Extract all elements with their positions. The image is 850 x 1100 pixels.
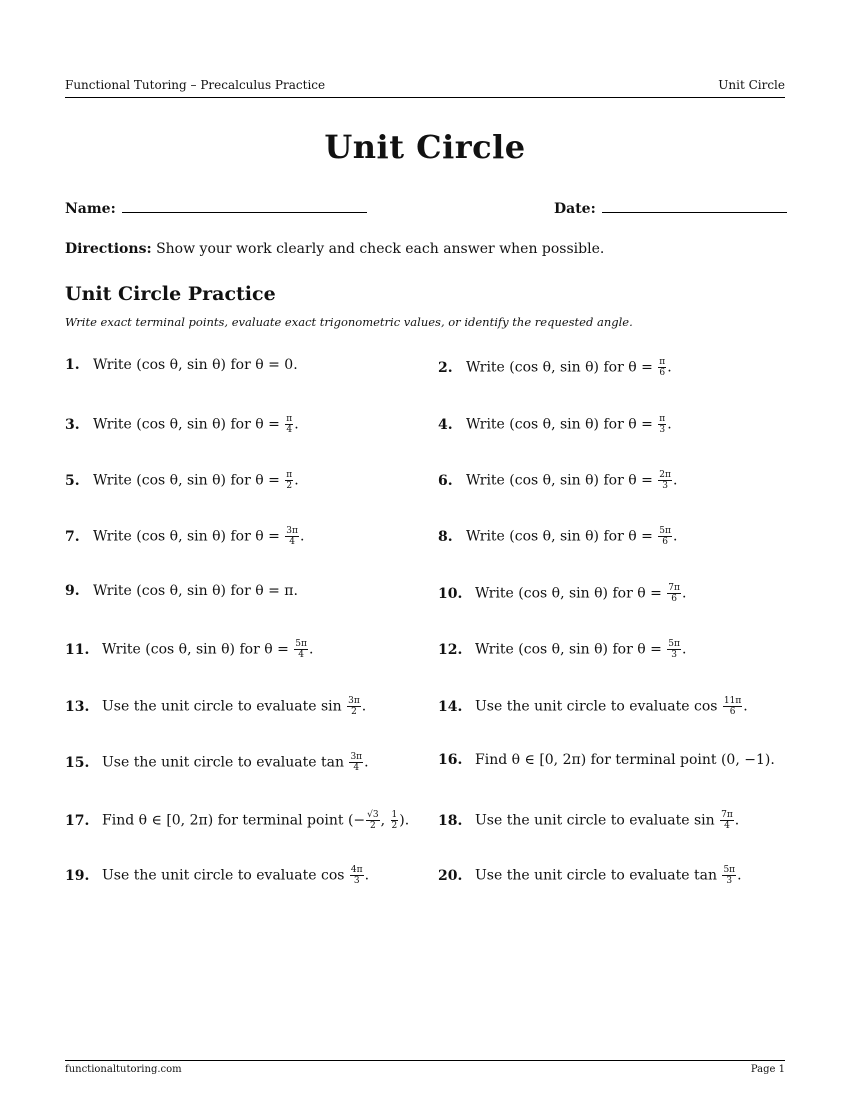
problem-item xyxy=(65,696,366,717)
fraction xyxy=(658,526,672,547)
problem-number: 15. xyxy=(65,754,90,771)
problem-item xyxy=(438,470,677,491)
problem-punctuation: . xyxy=(681,585,687,602)
fraction-numerator: π xyxy=(286,414,293,424)
fraction-denominator: 4 xyxy=(724,821,730,831)
problem-number: 4. xyxy=(438,416,453,433)
problem-number: 5. xyxy=(65,472,80,489)
fraction-numerator: 5π xyxy=(659,526,671,536)
problem-punctuation: . xyxy=(672,528,678,545)
section-instructions: Write exact terminal points, evaluate exact trigonometric values, or identify the requested angle. xyxy=(65,315,633,329)
problem-number: 7. xyxy=(65,528,80,545)
fraction-numerator: 3π xyxy=(286,526,298,536)
fraction xyxy=(658,414,666,435)
problem-item xyxy=(65,865,369,886)
directions-text: Show your work clearly and check each answer when possible. xyxy=(156,241,605,257)
problem-text: Find θ ∈ [0, 2π) for terminal point (− xyxy=(102,812,366,829)
problem-item xyxy=(65,752,369,773)
problem-item xyxy=(438,639,686,660)
problem-punctuation: . xyxy=(743,698,748,715)
fraction-denominator: 6 xyxy=(671,594,677,604)
problem-item xyxy=(438,696,748,717)
problem-number: 6. xyxy=(438,472,453,489)
fraction-denominator: 3 xyxy=(726,876,733,886)
problem-punctuation: . xyxy=(293,357,298,373)
fraction xyxy=(667,583,681,604)
problem-punctuation: . xyxy=(294,472,299,489)
problem-punctuation: . xyxy=(361,698,367,715)
page-footer xyxy=(65,1060,785,1075)
fraction-denominator: 3 xyxy=(662,481,668,491)
page-header xyxy=(65,78,785,98)
problem-text: Write (cos θ, sin θ) for θ = xyxy=(102,641,294,658)
fraction-denominator: 3 xyxy=(671,650,677,660)
fraction xyxy=(723,696,742,717)
fraction-numerator: 7π xyxy=(721,810,733,820)
header-topic: Unit Circle xyxy=(718,78,785,92)
problem-punctuation: . xyxy=(293,583,298,599)
problem-number: 14. xyxy=(438,698,463,715)
footer-page-number: Page 1 xyxy=(750,1064,785,1075)
problem-punctuation: . xyxy=(737,867,742,884)
fraction-denominator: 4 xyxy=(286,425,293,435)
fraction xyxy=(347,696,361,717)
problem-text: Write (cos θ, sin θ) for θ = xyxy=(466,472,658,489)
problem-punctuation: . xyxy=(308,641,314,658)
problem-number: 8. xyxy=(438,528,453,545)
fraction xyxy=(285,470,293,491)
problem-item xyxy=(438,357,672,378)
fraction-denominator: 6 xyxy=(659,368,666,378)
name-label: Name: xyxy=(65,201,116,217)
problem-text: Write (cos θ, sin θ) for θ = xyxy=(93,357,285,373)
fraction-numerator: 5π xyxy=(723,865,736,875)
fraction-numerator: 5π xyxy=(295,639,307,649)
problem-punctuation: . xyxy=(294,416,299,433)
problem-value: 0 xyxy=(284,357,294,373)
problem-item xyxy=(65,639,313,660)
problem-number: 18. xyxy=(438,812,463,829)
directions xyxy=(65,241,604,257)
problem-item xyxy=(65,357,298,373)
fraction xyxy=(391,810,399,831)
problem-punctuation: . xyxy=(681,641,687,658)
fraction-denominator: 2 xyxy=(351,707,357,717)
problem-text: Write (cos θ, sin θ) for θ = xyxy=(466,416,658,433)
fraction-numerator: 4π xyxy=(350,865,363,875)
fraction-denominator: 6 xyxy=(662,537,668,547)
header-course: Functional Tutoring – Precalculus Practice xyxy=(65,78,326,92)
problem-text: Use the unit circle to evaluate tan xyxy=(102,754,349,771)
problem-punctuation: . xyxy=(364,754,369,771)
problem-punctuation: . xyxy=(667,359,672,376)
problem-number: 19. xyxy=(65,867,90,884)
problem-number: 12. xyxy=(438,641,463,658)
problem-text: Use the unit circle to evaluate cos xyxy=(475,698,722,715)
problem-number: 16. xyxy=(438,752,463,768)
problem-text: Write (cos θ, sin θ) for θ = xyxy=(93,416,285,433)
fraction xyxy=(285,414,293,435)
fraction-denominator: 2 xyxy=(370,821,376,831)
fraction-numerator: 7π xyxy=(668,583,680,593)
fraction-denominator: 2 xyxy=(391,821,398,831)
fraction-denominator: 6 xyxy=(729,707,736,717)
fraction xyxy=(285,526,299,547)
problem-number: 20. xyxy=(438,867,463,884)
fraction xyxy=(667,639,681,660)
fraction-numerator: √3 xyxy=(367,810,379,820)
problem-number: 9. xyxy=(65,583,80,599)
fraction-numerator: π xyxy=(286,470,293,480)
problem-text: Write (cos θ, sin θ) for θ = xyxy=(93,583,285,599)
problem-punctuation: . xyxy=(667,416,672,433)
problem-text: Write (cos θ, sin θ) for θ = xyxy=(466,359,658,376)
problem-number: 2. xyxy=(438,359,453,376)
problem-punctuation: . xyxy=(672,472,678,489)
problem-text: Use the unit circle to evaluate cos xyxy=(102,867,349,884)
problem-item xyxy=(65,414,299,435)
problem-punctuation: ). xyxy=(399,812,410,829)
fraction-numerator: π xyxy=(659,357,666,367)
fraction-numerator: 3π xyxy=(348,696,360,706)
problem-number: 17. xyxy=(65,812,90,829)
fraction-denominator: 4 xyxy=(289,537,295,547)
problem-punctuation: . xyxy=(734,812,740,829)
fraction-numerator: 5π xyxy=(668,639,680,649)
fraction-denominator: 4 xyxy=(298,650,304,660)
problem-text: Use the unit circle to evaluate tan xyxy=(475,867,722,884)
fraction-denominator: 3 xyxy=(659,425,666,435)
problem-item xyxy=(65,583,298,599)
problem-item xyxy=(438,865,742,886)
problem-text: Write (cos θ, sin θ) for θ = xyxy=(475,641,667,658)
problem-text: Find θ ∈ [0, 2π) for terminal point (0, −1). xyxy=(475,752,775,768)
fraction-denominator: 2 xyxy=(286,481,293,491)
fraction xyxy=(658,357,666,378)
footer-site: functionaltutoring.com xyxy=(65,1064,182,1075)
problem-text: Use the unit circle to evaluate sin xyxy=(475,812,720,829)
fraction xyxy=(658,470,672,491)
section-title: Unit Circle Practice xyxy=(65,283,276,305)
problem-punctuation: . xyxy=(299,528,305,545)
problem-item xyxy=(65,810,409,831)
fraction xyxy=(294,639,308,660)
fraction xyxy=(720,810,734,831)
fraction-numerator: 1 xyxy=(391,810,398,820)
problem-text: Write (cos θ, sin θ) for θ = xyxy=(93,472,285,489)
problem-number: 13. xyxy=(65,698,90,715)
problem-item xyxy=(438,414,672,435)
directions-label: Directions: xyxy=(65,241,152,257)
problem-text: Use the unit circle to evaluate sin xyxy=(102,698,347,715)
problem-punctuation: . xyxy=(364,867,370,884)
problem-text: Write (cos θ, sin θ) for θ = xyxy=(475,585,667,602)
fraction xyxy=(722,865,736,886)
fraction-numerator: π xyxy=(659,414,666,424)
problem-item xyxy=(438,752,775,768)
problem-item xyxy=(65,470,299,491)
name-blank-line[interactable] xyxy=(122,198,367,213)
page-title: Unit Circle xyxy=(324,128,526,166)
problem-item xyxy=(438,526,677,547)
problem-value: π xyxy=(284,583,294,599)
problem-item xyxy=(65,526,304,547)
problem-value: , xyxy=(380,812,390,829)
fraction-denominator: 3 xyxy=(353,876,360,886)
fraction xyxy=(350,865,364,886)
fraction-numerator: 2π xyxy=(659,470,671,480)
problem-number: 3. xyxy=(65,416,80,433)
name-field[interactable] xyxy=(65,198,367,217)
date-field[interactable] xyxy=(554,198,787,217)
problem-number: 11. xyxy=(65,641,90,658)
problem-text: Write (cos θ, sin θ) for θ = xyxy=(466,528,658,545)
problem-item xyxy=(438,810,739,831)
date-label: Date: xyxy=(554,201,596,217)
problem-item xyxy=(438,583,686,604)
fraction xyxy=(349,752,363,773)
problem-number: 1. xyxy=(65,357,80,373)
problem-number: 10. xyxy=(438,585,463,602)
fraction xyxy=(366,810,379,831)
fraction-denominator: 4 xyxy=(353,763,360,773)
date-blank-line[interactable] xyxy=(602,198,787,213)
fraction-numerator: 11π xyxy=(723,696,742,706)
problem-text: Write (cos θ, sin θ) for θ = xyxy=(93,528,285,545)
fraction-numerator: 3π xyxy=(350,752,363,762)
